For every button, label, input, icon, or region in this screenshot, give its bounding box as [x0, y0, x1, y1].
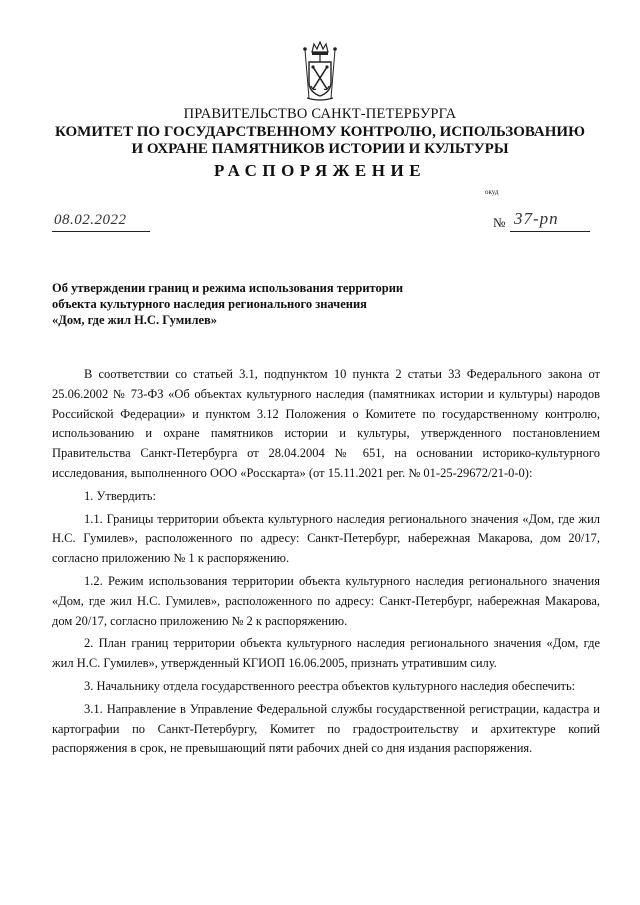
document-date: 08.02.2022 — [54, 212, 127, 228]
subject-line: объекта культурного наследия регионального значения — [52, 297, 367, 311]
subject-line: «Дом, где жил Н.С. Гумилев» — [52, 313, 218, 327]
clause-1-2: 1.2. Режим использования территории объекта культурного наследия регионального значения «Дом, где жил Н.С. Гумилев», расположенного по адресу: Санкт-Петербург, набережная Макарова, дом 20/17, согласно приложению № 2 к распоряжению. — [52, 573, 600, 628]
clause-1-1: 1.1. Границы территории объекта культурного наследия регионального значения «Дом, где жил Н.С. Гумилев», расположенного по адресу: Санкт-Петербург, набережная Макарова, дом 20/17, согласно приложению № 1 к распоряжению. — [52, 511, 600, 566]
clause-2: 2. План границ территории объекта культурного наследия регионального значения «Дом, где жил Н.С. Гумилев», утвержденный КГИОП 16.06.2005, признать утратившим силу. — [52, 636, 600, 671]
okud-label: окуд — [485, 188, 499, 196]
subject-line: Об утверждении границ и режима использования территории — [52, 281, 404, 295]
clause-1: 1. Утвердить: — [84, 488, 156, 503]
st-petersburg-coat-of-arms-icon — [302, 40, 338, 102]
government-name: ПРАВИТЕЛЬСТВО САНКТ-ПЕТЕРБУРГА — [183, 106, 457, 122]
committee-name-line2: И ОХРАНЕ ПАМЯТНИКОВ ИСТОРИИ И КУЛЬТУРЫ — [131, 141, 509, 157]
clause-3-1: 3.1. Направление в Управление Федеральной службы государственной регистрации, кадастра и картографии по Санкт-Петербургу, Комитет по градостроительству и архитектуре копий распоряжения в срок, не превышающий пяти рабочих дней со дня издания распоряжения. — [52, 701, 600, 756]
document-body — [52, 365, 600, 762]
document-type-title: РАСПОРЯЖЕНИЕ — [213, 161, 427, 180]
committee-name-line1: КОМИТЕТ ПО ГОСУДАРСТВЕННОМУ КОНТРОЛЮ, ИСПОЛЬЗОВАНИЮ — [55, 124, 585, 140]
preamble-paragraph: В соответствии со статьей 3.1, подпунктом 10 пункта 2 статьи 33 Федерального закона от 25.06.2002 № 73-ФЗ «Об объектах культурного наследия (памятниках истории и культуры) народов Российской Федерации» и пунктом 3.12 Положения о Комитете по государственному контролю, использованию и охране памятников истории и культуры, утвержденного постановлением Правительства Санкт-Петербурга от 28.04.2004 № 651, на основании историко-культурного исследования, выполненного ООО «Росскарта» (от 15.11.2021 рег. № 01-25-29672/21-0-0): — [52, 367, 600, 480]
document-subject — [52, 280, 472, 328]
document-number: 37-рп — [514, 209, 559, 228]
number-sign: № — [493, 215, 506, 230]
clause-3: 3. Начальнику отдела государственного реестра объектов культурного наследия обеспечить: — [84, 678, 576, 693]
